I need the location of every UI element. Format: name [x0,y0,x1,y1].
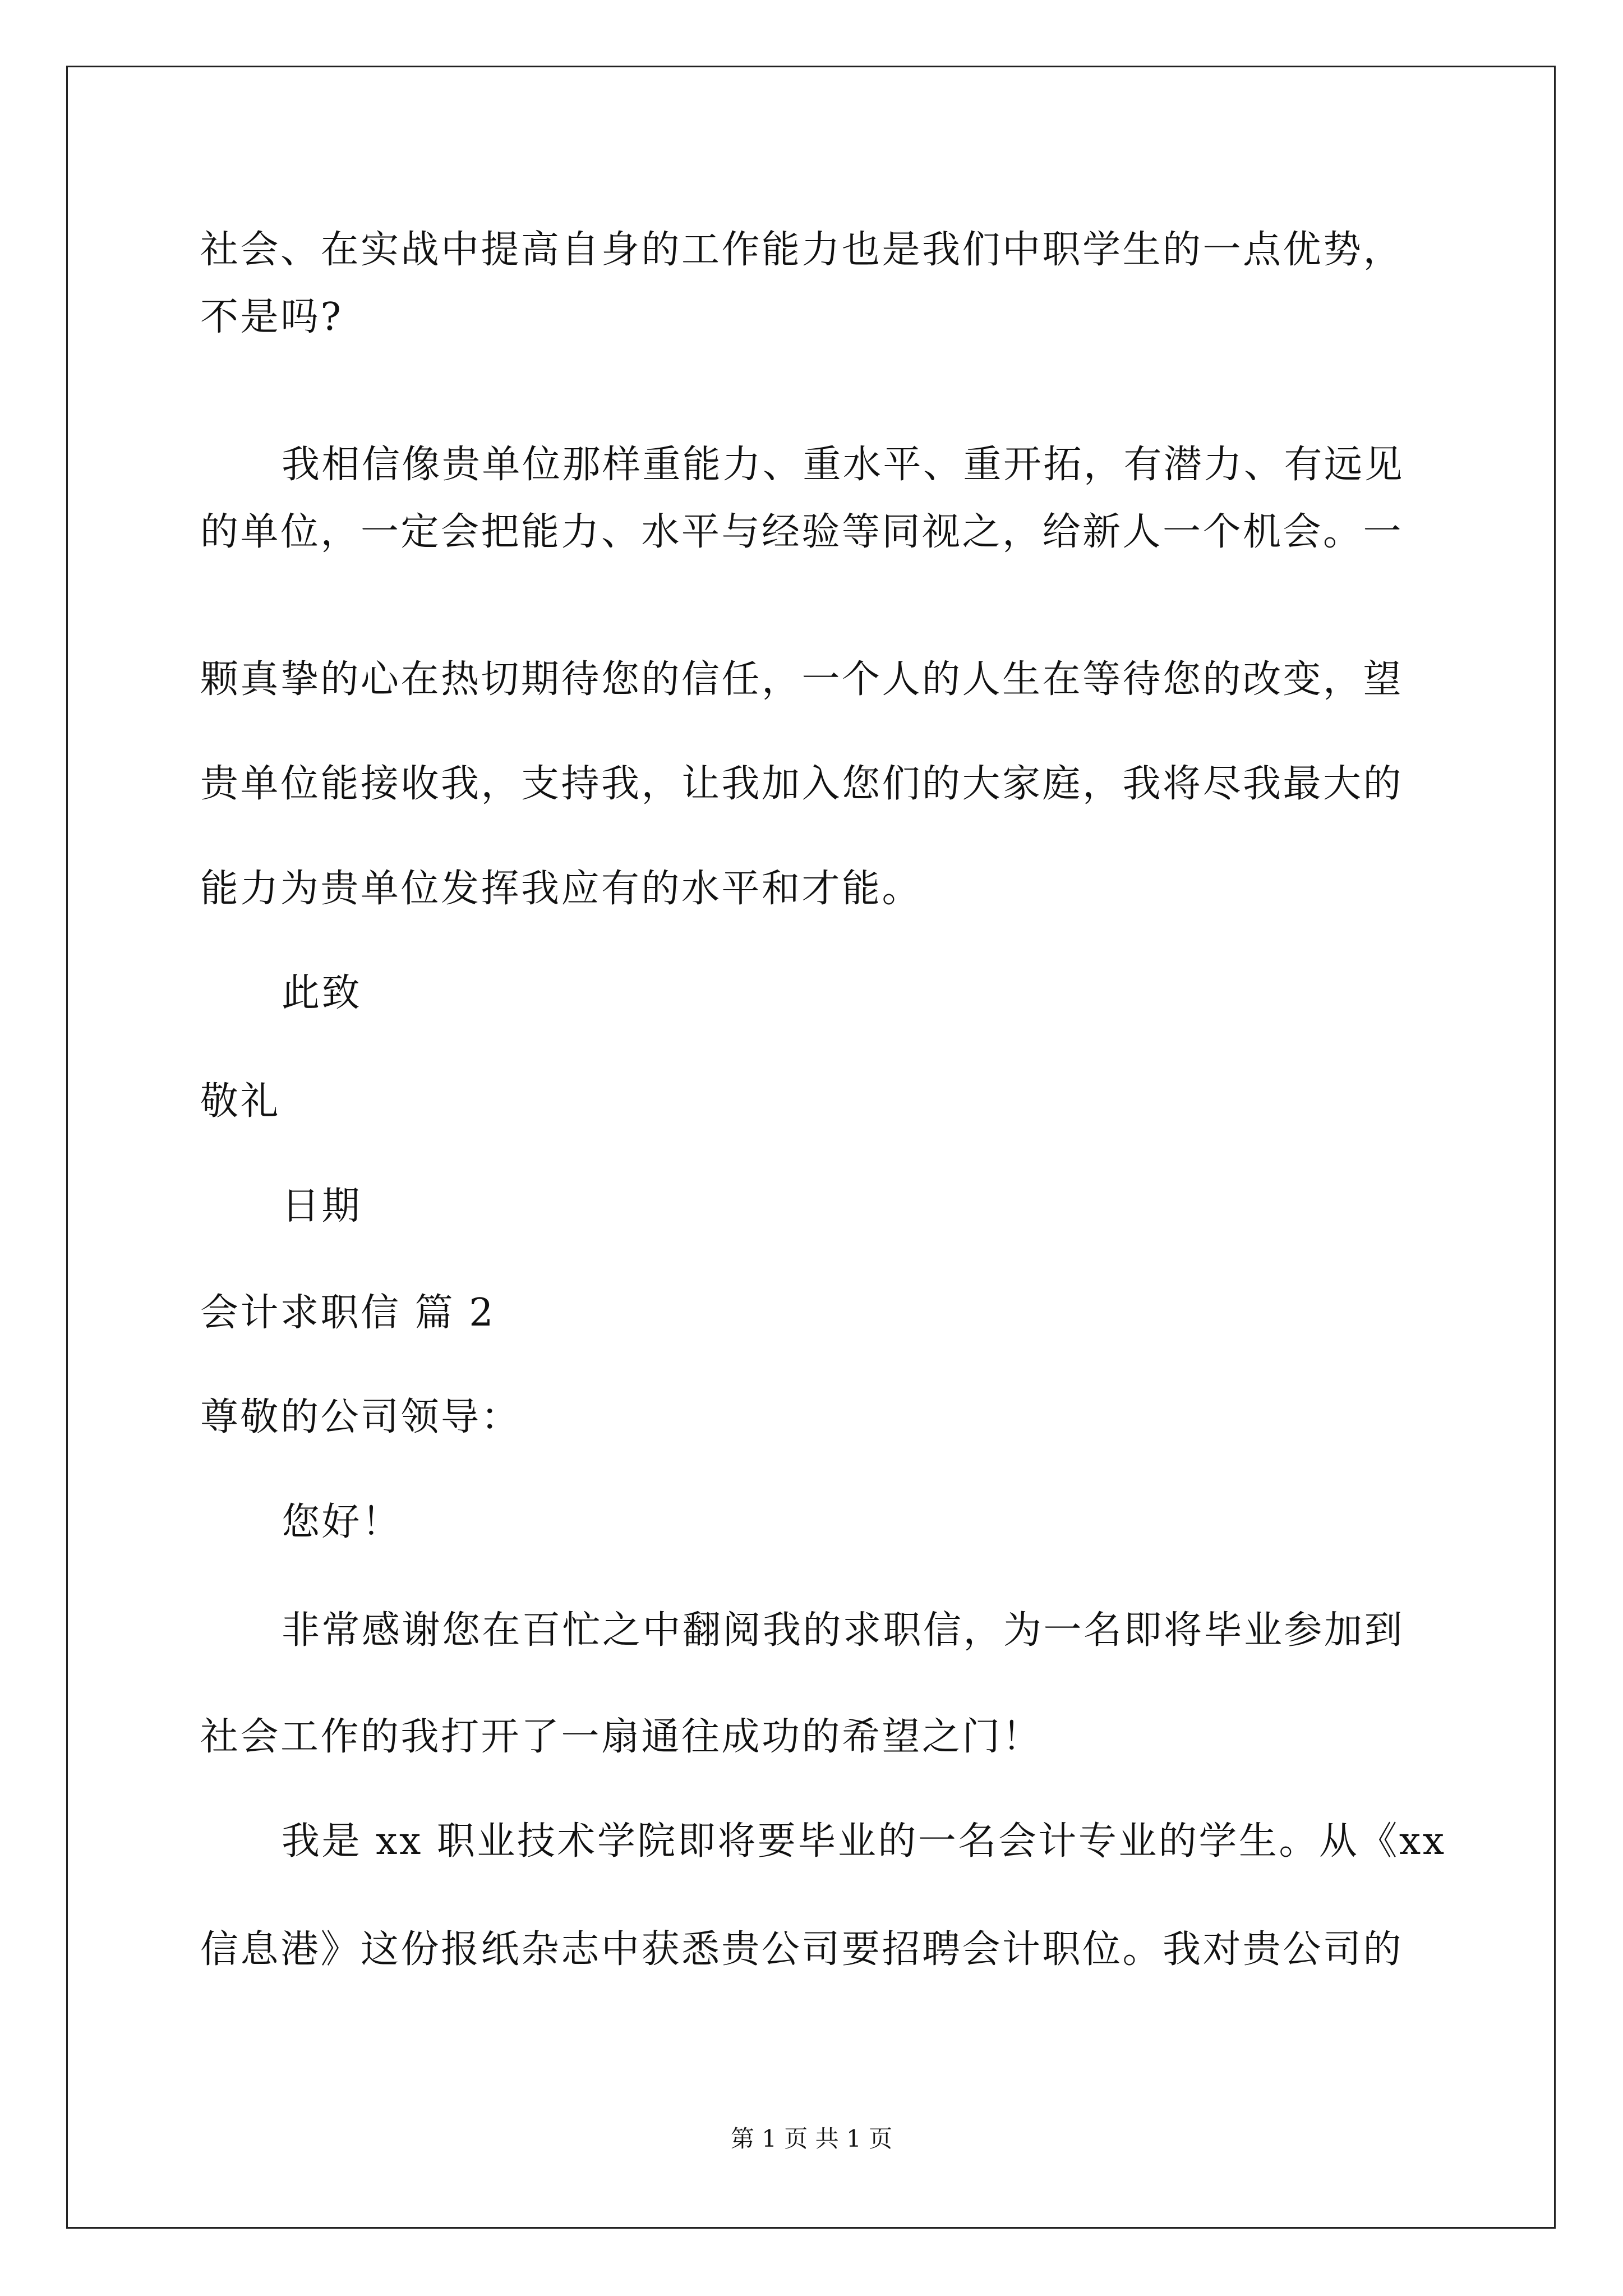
text-line: 我相信像贵单位那样重能力、重水平、重开拓，有潜力、有远见 [282,443,1405,487]
page-footer: 第 1 页 共 1 页 [730,2125,893,2152]
text-line: 非常感谢您在百忙之中翻阅我的求职信，为一名即将毕业参加到 [282,1608,1405,1653]
text-line: 信息港》这份报纸杂志中获悉贵公司要招聘会计职位。我对贵公司的 [200,1927,1404,1972]
text-line: 社会、在实战中提高自身的工作能力也是我们中职学生的一点优势， [200,228,1404,272]
closing-salutation: 此致 [282,971,362,1015]
closing-regards: 敬礼 [200,1079,281,1124]
text-line: 能力为贵单位发挥我应有的水平和才能。 [200,867,923,911]
date-label: 日期 [282,1184,362,1228]
page-frame [66,66,1556,2229]
text-line: 的单位，一定会把能力、水平与经验等同视之，给新人一个机会。一 [200,510,1404,554]
text-line: 我是 xx 职业技术学院即将要毕业的一名会计专业的学生。从《xx [282,1819,1446,1864]
text-line: 颗真挚的心在热切期待您的信任，一个人的人生在等待您的改变，望 [200,657,1404,702]
greeting: 您好！ [282,1500,402,1544]
section-heading: 会计求职信 篇 2 [200,1291,495,1335]
text-line: 社会工作的我打开了一扇通往成功的希望之门！ [200,1715,1043,1759]
text-line: 不是吗? [200,295,343,339]
letter-salutation: 尊敬的公司领导： [200,1395,522,1439]
text-line: 贵单位能接收我，支持我，让我加入您们的大家庭，我将尽我最大的 [200,762,1404,806]
